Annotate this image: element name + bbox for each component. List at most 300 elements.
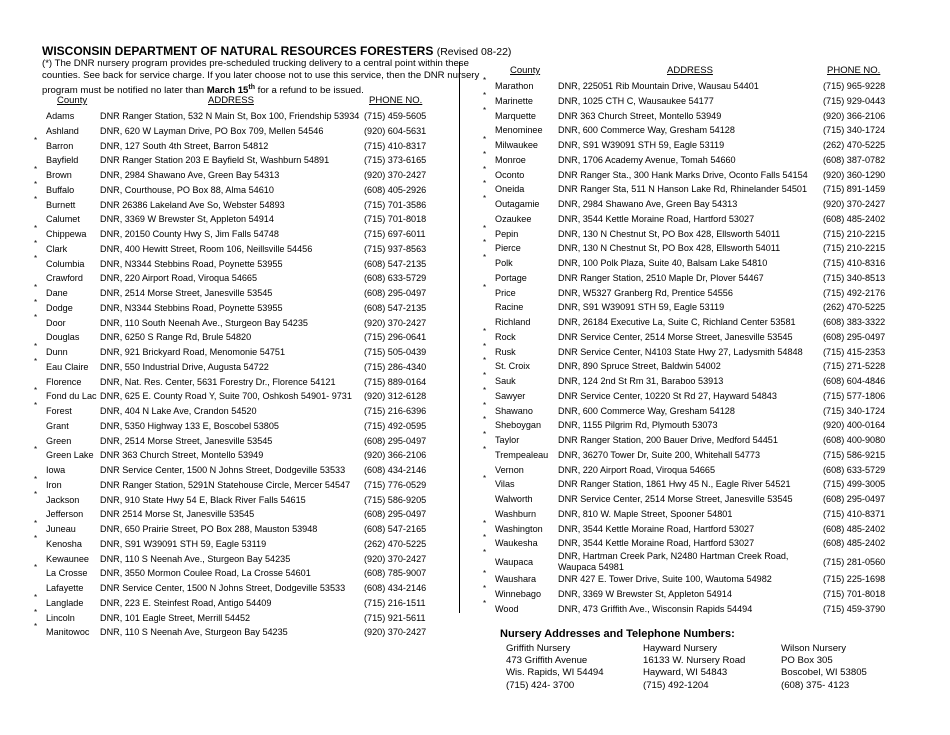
cell-phone: (715) 492-0595	[364, 420, 427, 431]
cell-address: DNR, 110 S Neenah Ave., Sturgeon Bay 54235	[100, 553, 291, 564]
table-row	[483, 282, 935, 301]
cell-address: DNR Ranger Station, 5291N Statehouse Circle, Mercer 54547	[100, 479, 351, 490]
cell-phone: (608) 547-2135	[364, 302, 427, 313]
delivery-marker: *	[483, 223, 487, 233]
cell-phone: (608) 485-2402	[823, 523, 886, 534]
cell-address: DNR, 1025 CTH C, Wausaukee 54177	[558, 95, 714, 106]
cell-address: DNR, 550 Industrial Drive, Augusta 54722	[100, 361, 269, 372]
delivery-marker: *	[34, 592, 38, 602]
cell-phone: (920) 366-2106	[364, 450, 427, 461]
delivery-marker: *	[483, 415, 487, 425]
cell-address: DNR, 6250 S Range Rd, Brule 54820	[100, 332, 252, 343]
cell-county: Chippewa	[46, 229, 87, 239]
cell-phone: (715) 340-8513	[823, 272, 886, 283]
left-forester-table	[34, 109, 456, 640]
table-row	[483, 583, 935, 602]
cell-county: Iowa	[46, 465, 66, 475]
delivery-marker: *	[34, 607, 38, 617]
nursery-griffith: Griffith Nursery 473 Griffith Avenue Wis. Rapids, WI 54494 (715) 424- 3700	[506, 643, 604, 691]
delivery-marker: *	[34, 519, 38, 528]
table-row	[34, 474, 456, 493]
cell-phone: (920) 360-1290	[823, 169, 886, 180]
table-row	[46, 153, 456, 168]
cell-address: DNR Service Center, 2514 Morse Street, Janesville 53545	[558, 494, 793, 504]
cell-county: Clark	[46, 243, 68, 254]
cell-phone: (715) 410-8317	[364, 140, 427, 151]
cell-address: DNR, 473 Griffith Ave., Wisconsin Rapids 54494	[558, 603, 753, 614]
cell-address: DNR Service Center, N4103 State Hwy 27, Ladysmith 54848	[558, 346, 803, 357]
table-row	[46, 375, 456, 390]
cell-phone: (715) 459-5605	[364, 111, 427, 121]
table-row	[483, 341, 935, 360]
right-phone-header: PHONE NO.	[827, 65, 881, 76]
delivery-marker: *	[483, 135, 487, 144]
cell-phone: (715) 701-8018	[823, 588, 886, 599]
cell-county: Juneau	[46, 524, 76, 534]
cell-address: DNR, 3544 Kettle Moraine Road, Hartford 53027	[558, 213, 755, 224]
table-row	[483, 135, 935, 153]
nursery-hayward: Hayward Nursery 16133 W. Nursery Road Hayward, WI 54843 (715) 492-1204	[643, 643, 746, 691]
delivery-marker: *	[34, 386, 38, 396]
table-row	[495, 212, 935, 227]
cell-address: DNR, 3369 W Brewster St, Appleton 54914	[100, 214, 274, 225]
cell-address: DNR 2514 Morse St, Janesville 53545	[100, 509, 255, 520]
table-row	[46, 507, 456, 522]
cell-county: Iron	[46, 479, 62, 490]
cell-phone: (715) 459-3790	[823, 603, 886, 614]
table-row	[34, 622, 456, 640]
cell-address: DNR, S91 W39091 STH 59, Eagle 53119	[558, 140, 725, 150]
delivery-marker: *	[34, 474, 38, 484]
cell-phone: (608) 604-4846	[823, 376, 886, 386]
cell-address: DNR, 910 State Hwy 54 E, Black River Falls 54615	[100, 494, 306, 505]
table-row	[483, 569, 935, 587]
cell-county: Racine	[495, 302, 524, 313]
cell-phone: (715) 296-0641	[364, 332, 427, 343]
table-row	[34, 563, 456, 581]
cell-phone: (262) 470-5225	[823, 140, 886, 150]
cell-address: DNR Service Center, 2514 Morse Street, Janesville 53545	[558, 331, 793, 342]
cell-address: DNR, 127 South 4th Street, Barron 54812	[100, 140, 269, 151]
cell-phone: (608) 485-2402	[823, 538, 886, 549]
cell-county: Washington	[495, 523, 543, 534]
table-row	[483, 400, 935, 419]
table-row	[46, 463, 456, 478]
cell-address: DNR, 3544 Kettle Moraine Road, Hartford 53027	[558, 523, 755, 534]
table-row	[483, 253, 935, 271]
table-row	[34, 533, 456, 552]
table-row	[34, 283, 456, 301]
cell-county: Marathon	[495, 81, 534, 91]
cell-phone: (715) 889-0164	[364, 376, 427, 387]
table-row	[34, 297, 456, 316]
cell-phone: (715) 373-6165	[364, 155, 427, 166]
cell-county: Portage	[495, 272, 527, 283]
cell-phone: (920) 370-2427	[364, 170, 427, 180]
cell-county: Langlade	[46, 597, 84, 608]
cell-phone: (920) 366-2106	[823, 110, 886, 121]
cell-county: Vernon	[495, 464, 524, 475]
cell-phone: (608) 405-2926	[364, 184, 427, 195]
delivery-marker: *	[34, 342, 38, 351]
cell-phone: (715) 965-9228	[823, 81, 886, 91]
cell-county: Waupaca	[495, 557, 534, 567]
cell-address: DNR, W5327 Granberg Rd, Prentice 54556	[558, 287, 733, 298]
cell-address: DNR, 400 Hewitt Street, Room 106, Neillsville 54456	[100, 243, 313, 254]
cell-address: DNR, 101 Eagle Street, Merrill 54452	[100, 612, 251, 623]
cell-address: DNR Ranger Station, 1861 Hwy 45 N., Eagle River 54521	[558, 479, 791, 490]
cell-county: Barron	[46, 140, 74, 151]
cell-phone: (608) 295-0497	[364, 288, 427, 298]
cell-phone: (920) 370-2427	[823, 199, 886, 209]
table-row	[46, 581, 456, 596]
cell-county: Sauk	[495, 376, 516, 386]
right-address-header: ADDRESS	[667, 65, 713, 76]
cell-address: DNR, 600 Commerce Way, Gresham 54128	[558, 125, 735, 136]
cell-phone: (715) 937-8563	[364, 243, 427, 254]
cell-phone: (715) 210-2215	[823, 243, 886, 254]
cell-address: DNR, 3369 W Brewster St, Appleton 54914	[558, 588, 732, 599]
left-phone-header: PHONE NO.	[369, 95, 423, 106]
delivery-marker: *	[483, 282, 487, 292]
table-row	[483, 598, 935, 617]
cell-address: DNR 26386 Lakeland Ave So, Webster 54893	[100, 199, 285, 210]
left-address-header: ADDRESS	[208, 95, 254, 106]
right-county-header: County	[510, 65, 541, 76]
cell-address: DNR, N3344 Stebbins Road, Poynette 53955	[100, 302, 283, 313]
delivery-marker: *	[34, 622, 38, 632]
cell-address: DNR, 2514 Morse Street, Janesville 53545	[100, 288, 273, 298]
table-row	[483, 164, 935, 183]
table-row	[34, 445, 456, 463]
cell-county: Kewaunee	[46, 553, 89, 564]
cell-phone: (608) 383-3322	[823, 317, 886, 327]
table-row	[34, 401, 456, 419]
cell-county: Pierce	[495, 243, 521, 254]
cell-phone: (715) 891-1459	[823, 184, 886, 195]
table-row	[34, 519, 456, 537]
cell-address: DNR, 3544 Kettle Moraine Road, Hartford 53027	[558, 538, 755, 549]
cell-county: Rock	[495, 331, 516, 342]
delivery-marker: *	[483, 76, 487, 85]
cell-address: DNR 363 Church Street, Montello 53949	[558, 110, 722, 121]
table-row	[34, 342, 456, 360]
table-row	[483, 76, 935, 94]
delivery-marker: *	[483, 90, 487, 100]
table-row	[483, 179, 935, 197]
table-row	[483, 474, 935, 492]
table-row	[46, 434, 456, 449]
cell-county: Green Lake	[46, 450, 94, 461]
cell-phone: (608) 295-0497	[364, 509, 427, 520]
table-row	[483, 356, 935, 374]
column-divider	[459, 62, 460, 613]
cell-address: DNR, N3344 Stebbins Road, Poynette 53955	[100, 258, 283, 269]
cell-county: Brown	[46, 170, 72, 180]
table-row	[495, 271, 935, 286]
cell-phone: (715) 415-2353	[823, 346, 886, 357]
delivery-marker: *	[483, 253, 487, 262]
cell-county: Dunn	[46, 347, 68, 357]
cell-address: DNR, Hartman Creek Park, N2480 Hartman Creek Road, Waupaca 54981	[558, 551, 789, 572]
cell-phone: (608) 785-9007	[364, 568, 427, 579]
cell-address: DNR Service Center, 1500 N Johns Street, Dodgeville 53533	[100, 583, 346, 593]
table-row	[46, 109, 456, 124]
cell-county: Winnebago	[495, 588, 542, 599]
cell-phone: (920) 400-0164	[823, 420, 886, 431]
cell-phone: (715) 697-6011	[364, 229, 426, 239]
cell-phone: (920) 370-2427	[364, 627, 427, 638]
cell-phone: (920) 312-6128	[364, 391, 427, 402]
cell-county: Dodge	[46, 302, 73, 313]
cell-county: Sawyer	[495, 390, 526, 401]
cell-county: Calumet	[46, 214, 80, 225]
table-row	[483, 444, 935, 463]
table-row	[483, 149, 935, 168]
cell-phone: (715) 340-1724	[823, 405, 886, 416]
cell-address: DNR, S91 W39091 STH 59, Eagle 53119	[100, 538, 267, 549]
cell-county: Burnett	[46, 199, 76, 210]
delivery-marker: *	[34, 297, 38, 307]
delivery-marker: *	[34, 238, 38, 248]
cell-county: Polk	[495, 258, 513, 268]
cell-phone: (608) 295-0497	[364, 435, 427, 446]
table-row	[34, 356, 456, 375]
revised-date: (Revised 08-22)	[436, 46, 512, 58]
cell-phone: (920) 370-2427	[364, 317, 427, 328]
cell-address: DNR Ranger Station, 200 Bauer Drive, Medford 54451	[558, 435, 778, 445]
cell-phone: (715) 210-2215	[823, 228, 886, 239]
table-row	[495, 315, 935, 330]
cell-phone: (715) 921-5611	[364, 612, 426, 623]
cell-county: St. Croix	[495, 361, 530, 372]
table-row	[483, 194, 935, 212]
cell-county: Douglas	[46, 332, 80, 343]
table-row	[495, 492, 935, 507]
delivery-marker: *	[34, 283, 38, 292]
cell-phone: (608) 633-5729	[364, 273, 427, 284]
cell-phone: (608) 295-0497	[823, 331, 886, 342]
cell-county: Wood	[495, 603, 519, 614]
delivery-marker: *	[34, 194, 38, 204]
delivery-marker: *	[483, 194, 487, 203]
table-row	[46, 330, 456, 345]
cell-phone: (715) 776-0529	[364, 479, 427, 490]
cell-county: Richland	[495, 317, 531, 327]
table-row	[483, 105, 935, 124]
cell-county: Walworth	[495, 494, 533, 504]
cell-phone: (715) 586-9215	[823, 449, 886, 460]
delivery-marker: *	[483, 518, 487, 528]
cell-phone: (920) 604-5631	[364, 125, 427, 136]
cell-phone: (920) 370-2427	[364, 553, 427, 564]
cell-address: DNR, 36270 Tower Dr, Suite 200, Whitehall 54773	[558, 449, 761, 460]
table-row	[483, 415, 935, 433]
cell-address: DNR, 404 N Lake Ave, Crandon 54520	[100, 406, 257, 416]
delivery-marker: *	[483, 444, 487, 454]
cell-phone: (715) 586-9205	[364, 494, 427, 505]
cell-address: DNR, 26184 Executive La, Suite C, Richland Center 53581	[558, 317, 796, 327]
cell-address: DNR, 650 Prairie Street, PO Box 288, Mauston 53948	[100, 524, 318, 534]
cell-phone: (262) 470-5225	[364, 538, 427, 549]
delivery-marker: *	[483, 400, 487, 410]
cell-county: Oneida	[495, 184, 525, 195]
cell-county: Buffalo	[46, 184, 75, 195]
cell-address: DNR, Nat. Res. Center, 5631 Forestry Dr., Florence 54121	[100, 376, 336, 387]
cell-address: DNR, Courthouse, PO Box 88, Alma 54610	[100, 184, 274, 195]
cell-address: DNR, 3550 Mormon Coulee Road, La Crosse 54601	[100, 568, 311, 579]
delivery-marker: *	[483, 583, 487, 593]
cell-phone: (608) 547-2135	[364, 258, 427, 269]
delivery-marker: *	[483, 569, 487, 578]
cell-county: Manitowoc	[46, 627, 90, 638]
cell-address: DNR, 1706 Academy Avenue, Tomah 54660	[558, 154, 736, 165]
cell-phone: (715) 286-4340	[364, 361, 427, 372]
cell-phone: (608) 485-2402	[823, 213, 886, 224]
page-title: WISCONSIN DEPARTMENT OF NATURAL RESOURCES FORESTERS (Revised 08-22)	[42, 44, 512, 58]
cell-address: DNR, 130 N Chestnut St, PO Box 428, Ellsworth 54011	[558, 228, 781, 239]
table-row	[483, 548, 935, 572]
cell-address: DNR, 921 Brickyard Road, Menomonie 54751	[100, 347, 286, 357]
cell-address: DNR, 220 Airport Road, Viroqua 54665	[558, 464, 716, 475]
cell-phone: (715) 499-3005	[823, 479, 886, 490]
delivery-marker: *	[34, 356, 38, 366]
table-row	[34, 253, 456, 272]
table-row	[34, 489, 456, 508]
cell-county: Door	[46, 317, 66, 328]
table-row	[34, 592, 456, 611]
table-row	[495, 507, 935, 522]
cell-address: DNR, 225051 Rib Mountain Drive, Wausau 54401	[558, 81, 759, 91]
cell-county: Price	[495, 287, 516, 298]
cell-phone: (608) 400-9080	[823, 435, 886, 445]
cell-phone: (715) 225-1698	[823, 574, 886, 584]
cell-phone: (715) 281-0560	[823, 557, 886, 567]
right-forester-table	[483, 76, 935, 616]
table-row	[34, 179, 456, 198]
cell-county: Taylor	[495, 435, 520, 445]
cell-address: DNR, 1155 Pilgrim Rd, Plymouth 53073	[558, 420, 718, 431]
cell-phone: (715) 340-1724	[823, 125, 886, 136]
cell-address: DNR, 100 Polk Plaza, Suite 40, Balsam Lake 54810	[558, 258, 768, 268]
delivery-marker: *	[483, 474, 487, 484]
cell-county: Adams	[46, 111, 75, 121]
delivery-marker: *	[34, 253, 38, 263]
table-row	[34, 165, 456, 183]
cell-county: Vilas	[495, 479, 515, 490]
table-row	[34, 607, 456, 626]
cell-address: DNR Ranger Station, 532 N Main St, Box 100, Friendship 53934	[100, 111, 360, 121]
cell-address: DNR, 620 W Layman Drive, PO Box 709, Mellen 54546	[100, 125, 324, 136]
cell-county: Washburn	[495, 508, 537, 519]
cell-phone: (715) 505-0439	[364, 347, 427, 357]
cell-county: Marquette	[495, 110, 536, 121]
cell-county: Trempealeau	[495, 449, 549, 460]
table-row	[483, 518, 935, 537]
cell-county: Dane	[46, 288, 68, 298]
delivery-marker: *	[483, 430, 487, 439]
cell-address: DNR, 220 Airport Road, Viroqua 54665	[100, 273, 258, 284]
cell-phone: (715) 701-3586	[364, 199, 427, 210]
cell-address: DNR Ranger Sta., 300 Hank Marks Drive, Oconto Falls 54154	[558, 169, 808, 180]
cell-county: Lincoln	[46, 612, 75, 623]
cell-address: DNR Service Center, 1500 N Johns Street, Dodgeville 53533	[100, 465, 346, 475]
delivery-marker: *	[34, 312, 38, 322]
cell-address: DNR, 110 South Neenah Ave., Sturgeon Bay 54235	[100, 317, 308, 328]
delivery-marker: *	[34, 224, 38, 233]
table-row	[46, 271, 456, 286]
delivery-marker: *	[34, 489, 38, 499]
delivery-marker: *	[483, 238, 487, 248]
cell-county: Waushara	[495, 574, 537, 584]
cell-address: DNR, 890 Spruce Street, Baldwin 54002	[558, 361, 721, 372]
cell-county: Shawano	[495, 405, 533, 416]
cell-county: Oconto	[495, 169, 525, 180]
delivery-marker: *	[483, 533, 487, 543]
cell-address: DNR Service Center, 10220 St Rd 27, Hayward 54843	[558, 390, 777, 401]
delivery-marker: *	[483, 371, 487, 380]
cell-county: Waukesha	[495, 538, 538, 549]
table-row	[34, 135, 456, 154]
delivery-marker: *	[483, 164, 487, 174]
cell-county: Lafayette	[46, 583, 84, 593]
table-row	[46, 212, 456, 227]
cell-county: Kenosha	[46, 538, 82, 549]
delivery-marker: *	[483, 548, 487, 557]
delivery-marker: *	[483, 179, 487, 189]
table-row	[483, 371, 935, 389]
delivery-marker: *	[483, 356, 487, 366]
cell-county: Monroe	[495, 154, 526, 165]
table-row	[46, 419, 456, 434]
cell-county: Outagamie	[495, 199, 540, 209]
cell-phone: (715) 577-1806	[823, 390, 886, 401]
cell-county: Crawford	[46, 273, 83, 284]
table-row	[34, 194, 456, 213]
cell-county: Fond du Lac	[46, 391, 97, 402]
cell-address: DNR Ranger Sta, 511 N Hanson Lake Rd, Rhinelander 54501	[558, 184, 808, 195]
cell-phone: (715) 216-1511	[364, 597, 426, 608]
table-row	[46, 552, 456, 567]
cell-county: Sheboygan	[495, 420, 542, 431]
cell-phone: (608) 295-0497	[823, 494, 886, 504]
cell-address: DNR, 20150 County Hwy S, Jim Falls 54748	[100, 229, 279, 239]
cell-phone: (715) 271-5228	[823, 361, 886, 372]
cell-address: DNR, 600 Commerce Way, Gresham 54128	[558, 405, 735, 416]
delivery-marker: *	[34, 165, 38, 174]
table-row	[495, 123, 935, 138]
table-row	[34, 238, 456, 257]
table-row	[34, 386, 456, 404]
cell-county: Green	[46, 435, 72, 446]
cell-phone: (715) 701-8018	[364, 214, 427, 225]
cell-county: Ashland	[46, 125, 79, 136]
cell-address: DNR 363 Church Street, Montello 53949	[100, 450, 264, 461]
cell-county: Jefferson	[46, 509, 84, 520]
table-row	[483, 223, 935, 242]
delivery-marker: *	[483, 385, 487, 395]
cell-county: Jackson	[46, 494, 80, 505]
cell-phone: (608) 387-0782	[823, 154, 886, 165]
delivery-marker: *	[34, 563, 38, 573]
delivery-marker: *	[34, 135, 38, 145]
cell-address: DNR Ranger Station 203 E Bayfield St, Washburn 54891	[100, 155, 330, 166]
cell-address: DNR, 130 N Chestnut St, PO Box 428, Ellsworth 54011	[558, 243, 781, 254]
cell-county: Bayfield	[46, 155, 79, 166]
cell-county: Rusk	[495, 346, 516, 357]
cell-phone: (608) 434-2146	[364, 465, 427, 475]
cell-address: DNR, 223 E. Steinfest Road, Antigo 54409	[100, 597, 272, 608]
